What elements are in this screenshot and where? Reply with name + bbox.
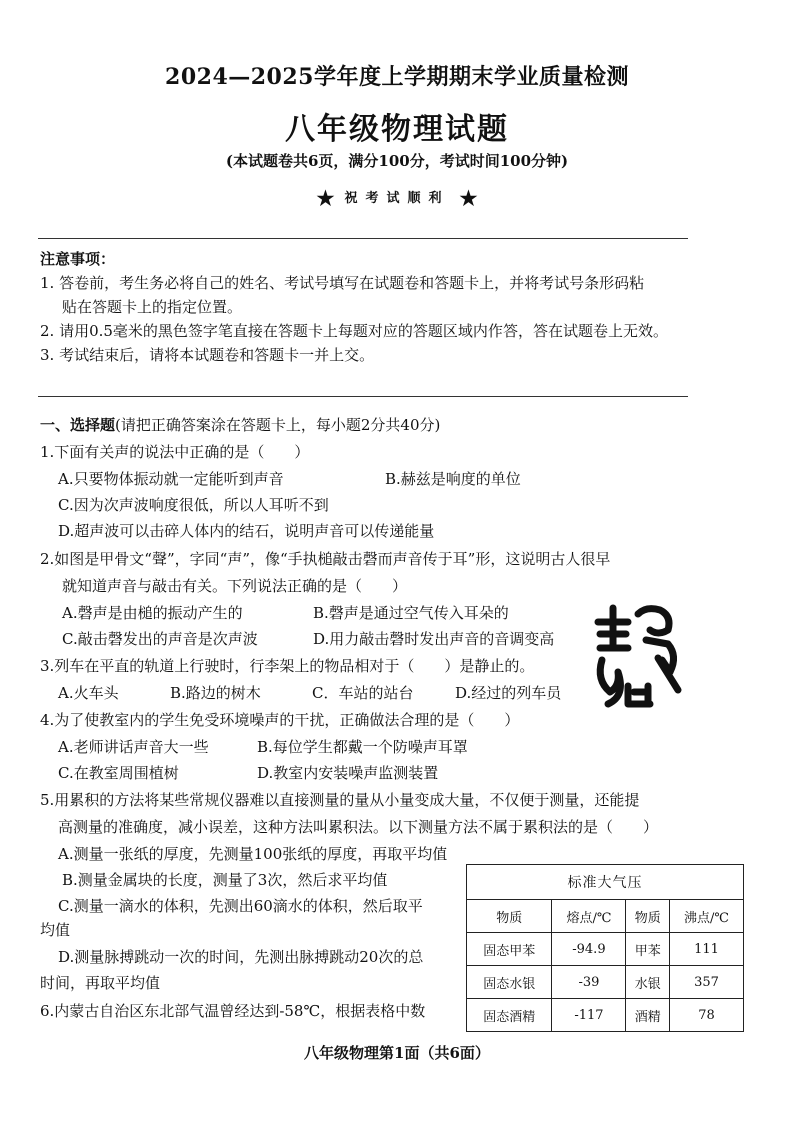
option-d: D.超声波可以击碎人体内的结石，说明声音可以传递能量 bbox=[58, 522, 435, 540]
table-cell: 甲苯 bbox=[626, 933, 670, 966]
oracle-bone-sheng-image bbox=[588, 600, 688, 710]
notice-item: 1. 答卷前，考生务必将自己的姓名、考试号填写在试题卷和答题卡上，并将考试号条形码粘 bbox=[40, 274, 645, 292]
table-cell: 固态酒精 bbox=[467, 999, 552, 1032]
table-cell: 357 bbox=[669, 966, 743, 999]
question-stem-cont: 高测量的准确度，减小误差，这种方法叫累积法。以下测量方法不属于累积法的是（ ） bbox=[58, 818, 659, 836]
table-cell: -117 bbox=[552, 999, 626, 1032]
exam-info: (本试题卷共6页，满分100分，考试时间100分钟) bbox=[225, 152, 569, 170]
section-title: 一、选择题 bbox=[40, 416, 116, 434]
question-stem: 6.内蒙古自治区东北部气温曾经达到-58℃，根据表格中数 bbox=[40, 1002, 426, 1020]
divider bbox=[38, 396, 688, 397]
option-c: C.在教室周围植树 bbox=[58, 764, 179, 782]
notice-item: 贴在答题卡上的指定位置。 bbox=[62, 298, 243, 316]
option-d: D.测量脉搏跳动一次的时间，先测出脉搏跳动20次的总 bbox=[58, 948, 424, 966]
table-header-cell: 沸点/℃ bbox=[669, 900, 743, 933]
question-stem: 5.用累积的方法将某些常规仪器难以直接测量的量从小量变成大量，不仅便于测量，还能提 bbox=[40, 791, 640, 809]
table-cell: 78 bbox=[669, 999, 743, 1032]
page-footer: 八年级物理第1面（共6面） bbox=[304, 1044, 490, 1062]
table-header-row bbox=[467, 900, 744, 933]
table-row bbox=[467, 999, 744, 1032]
notice-item: 3. 考试结束后，请将本试题卷和答题卡一并上交。 bbox=[40, 346, 375, 364]
option-c: C.因为次声波响度很低，所以人耳听不到 bbox=[58, 496, 329, 514]
option-a: A.测量一张纸的厚度，先测量100张纸的厚度，再取平均值 bbox=[58, 845, 448, 863]
option-b: B.每位学生都戴一个防噪声耳罩 bbox=[257, 738, 468, 756]
notice-title: 注意事项： bbox=[40, 250, 116, 268]
star-icon: ★ bbox=[316, 186, 335, 210]
table-header-cell: 熔点/℃ bbox=[552, 900, 626, 933]
table-cell: 水银 bbox=[626, 966, 670, 999]
exam-title: 八年级物理试题 bbox=[285, 112, 509, 147]
divider bbox=[38, 238, 688, 239]
question-stem-cont: 就知道声音与敲击有关。下列说法正确的是（ ） bbox=[62, 577, 408, 595]
option-d: D.经过的列车员 bbox=[455, 684, 562, 702]
option-d-cont: 时间，再取平均值 bbox=[40, 974, 161, 992]
table-cell: 111 bbox=[669, 933, 743, 966]
question-stem: 4.为了使教室内的学生免受环境噪声的干扰，正确做法合理的是（ ） bbox=[40, 711, 520, 729]
table-header-cell: 物质 bbox=[467, 900, 552, 933]
option-b: B.磬声是通过空气传入耳朵的 bbox=[313, 604, 509, 622]
option-c: C．车站的站台 bbox=[312, 684, 414, 702]
table-caption: 标准大气压 bbox=[467, 865, 744, 900]
option-d: D.教室内安装噪声监测装置 bbox=[257, 764, 439, 782]
section-note: (请把正确答案涂在答题卡上，每小题2分共40分) bbox=[115, 416, 441, 434]
option-d: D.用力敲击磬时发出声音的音调变高 bbox=[313, 630, 555, 648]
option-b: B.测量金属块的长度，测量了3次，然后求平均值 bbox=[62, 871, 388, 889]
table-row bbox=[467, 933, 744, 966]
option-c: C.敲击磬发出的声音是次声波 bbox=[62, 630, 258, 648]
option-c-cont: 均值 bbox=[40, 921, 71, 939]
option-a: A.磬声是由槌的振动产生的 bbox=[62, 604, 243, 622]
option-c: C.测量一滴水的体积，先测出60滴水的体积，然后取平 bbox=[58, 897, 423, 915]
table-cell: 固态甲苯 bbox=[467, 933, 552, 966]
option-a: A.火车头 bbox=[58, 684, 119, 702]
table-cell: 固态水银 bbox=[467, 966, 552, 999]
option-a: A.老师讲话声音大一些 bbox=[58, 738, 209, 756]
section-heading bbox=[40, 416, 440, 434]
table-row bbox=[467, 966, 744, 999]
atmosphere-table bbox=[466, 864, 744, 1032]
question-stem: 1.下面有关声的说法中正确的是（ ） bbox=[40, 443, 310, 461]
option-a: A.只要物体振动就一定能听到声音 bbox=[58, 470, 284, 488]
good-luck-banner bbox=[0, 186, 794, 210]
notice-item: 2. 请用0.5毫米的黑色签字笔直接在答题卡上每题对应的答题区域内作答，答在试题卷上无效。 bbox=[40, 322, 668, 340]
star-icon: ★ bbox=[459, 186, 478, 210]
question-stem: 2.如图是甲骨文“聲”，字同“声”，像“手执槌敲击磬而声音传于耳”形，这说明古人很早 bbox=[40, 550, 611, 568]
option-b: B.路边的树木 bbox=[170, 684, 261, 702]
table-cell: 酒精 bbox=[626, 999, 670, 1032]
good-luck-text: 祝考试顺利 bbox=[344, 191, 450, 206]
table-cell: -39 bbox=[552, 966, 626, 999]
exam-term-title: 2024—2025学年度上学期期末学业质量检测 bbox=[165, 64, 629, 90]
table-header-cell: 物质 bbox=[626, 900, 670, 933]
question-stem: 3.列车在平直的轨道上行驶时，行李架上的物品相对于（ ）是静止的。 bbox=[40, 657, 535, 675]
option-b: B.赫兹是响度的单位 bbox=[385, 470, 521, 488]
table-cell: -94.9 bbox=[552, 933, 626, 966]
